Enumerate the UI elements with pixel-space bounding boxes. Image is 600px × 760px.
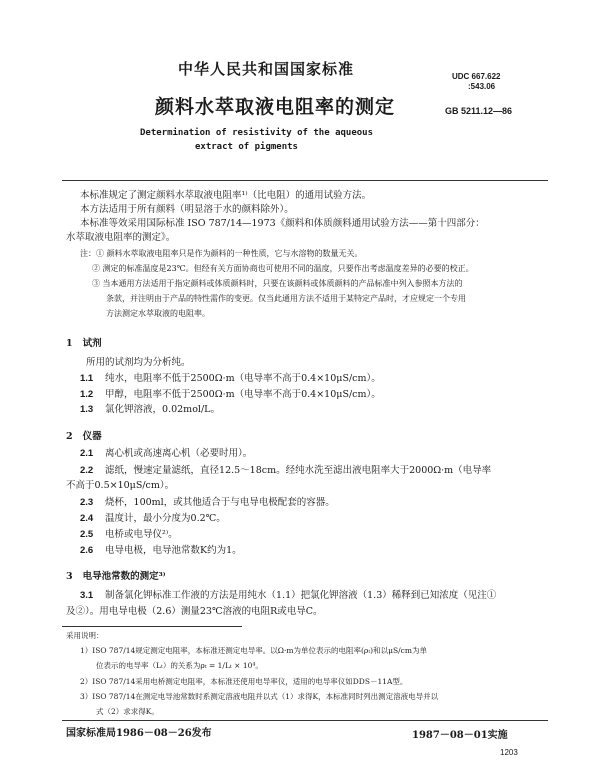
section-2-heading [66, 428, 102, 442]
intro-line-2: 本方法适用于所有颜料（明显溶于水的颜料除外）。 [80, 204, 294, 215]
instrument-item-1 [80, 447, 252, 460]
footnote-3b: 式（2）求求得K。 [96, 707, 159, 716]
footnote-2: 2）ISO 787/14采用电桥测定电阻率，本标准还使用电导率仪，适用的电导率仪如DDS－11A型。 [80, 677, 408, 686]
instrument-item-3-text: 烧杯，100ml，或其他适合于与电导电极配套的容器。 [105, 497, 335, 508]
procedure-item-1-text: 制备氯化钾标准工作液的方法是用纯水（1.1）把氯化钾溶液（1.3）稀释到已知浓度（见注① [105, 590, 497, 601]
header-divider [62, 180, 548, 181]
instrument-item-3-number: 2.3 [80, 497, 94, 508]
document-title-en-line2: extract of pigments [195, 142, 298, 152]
instrument-item-3 [80, 496, 335, 509]
intro-line-4: 水萃取液电阻率的测定》。 [66, 232, 176, 243]
intro-note-3c: 方法测定水萃取液的电阻率。 [106, 309, 210, 318]
instrument-item-1-number: 2.1 [80, 448, 94, 459]
section-3-title: 电导池常数的测定³⁾ [82, 571, 166, 582]
reagent-item-3-text: 氯化钾溶液，0.02mol/L。 [105, 404, 220, 415]
page-number: 1203 [500, 748, 518, 757]
instrument-item-5-text: 电桥或电导仪²⁾。 [105, 529, 178, 540]
footnote-divider [62, 626, 242, 627]
instrument-item-2-continued: 不高于0.5×10μS/cm）。 [66, 480, 175, 491]
instrument-item-1-text: 离心机或高速离心机（必要时用）。 [105, 448, 253, 459]
reagent-item-1 [80, 372, 381, 385]
section-1-title: 试剂 [82, 338, 102, 349]
instrument-item-6-text: 电导电极，电导池常数K约为1。 [105, 545, 242, 556]
reagent-item-2 [80, 388, 381, 401]
reagent-item-1-number: 1.1 [80, 373, 94, 384]
section-2-number: 2 [66, 431, 73, 442]
instrument-item-2-number: 2.2 [80, 465, 94, 476]
udc-code-line2: :543.06 [468, 82, 496, 91]
intro-line-3: 本标准等效采用国际标准 ISO 787/14—1973《颜料和体质颜料通用试验方法——第十四部分： [80, 218, 485, 229]
footnote-label: 采用说明： [66, 631, 104, 640]
instrument-item-6-number: 2.6 [80, 545, 94, 556]
procedure-item-1 [80, 589, 496, 602]
instrument-item-4-number: 2.4 [80, 513, 94, 524]
reagent-item-3 [80, 403, 220, 416]
instrument-item-4-text: 温度计，最小分度为0.2℃。 [105, 513, 226, 524]
footnote-1b: 位表示的电导率（Lₜ）的关系为ρₜ = 1/Lₜ × 10⁴。 [96, 661, 263, 670]
udc-code-line1: UDC 667.622 [452, 72, 501, 81]
document-title-en-line1: Determination of resistivity of the aqueous [140, 128, 373, 138]
section-2-title: 仪器 [82, 431, 102, 442]
procedure-item-1-number: 3.1 [80, 590, 94, 601]
instrument-item-2-text: 滤纸，慢速定量滤纸，直径12.5～18cm。经纯水洗至滤出液电阻率大于2000Ω·m（电导率 [105, 465, 492, 476]
reagent-item-3-number: 1.3 [80, 404, 94, 415]
footnote-3a: 3）ISO 787/14在测定电导池常数时系测定溶液电阻并以式（1）求得K，本标准同时列出测定溶液电导并以 [80, 692, 439, 701]
gb-standard-code: GB 5211.12—86 [445, 106, 513, 116]
intro-line-1: 本标准规定了测定颜料水萃取液电阻率¹⁾（比电阻）的通用试验方法。 [80, 190, 372, 201]
issue-date: 国家标准局1986－08－26发布 [66, 728, 212, 739]
section-1-heading [66, 335, 102, 349]
reagent-item-2-text: 甲醇，电阻率不低于2500Ω·m（电导率不高于0.4×10μS/cm）。 [105, 389, 381, 400]
instrument-item-5 [80, 528, 178, 541]
instrument-item-6 [80, 544, 242, 557]
publisher-heading: 中华人民共和国国家标准 [178, 60, 355, 78]
section-3-heading [66, 568, 166, 582]
intro-note-3a: ③ 当本通用方法适用于指定颜料或体质颜料时，只要在该颜料或体质颜料的产品标准中列入参照本方法的 [92, 279, 463, 288]
reagent-item-2-number: 1.2 [80, 389, 94, 400]
section-3-number: 3 [66, 571, 73, 582]
reagent-item-1-text: 纯水，电阻率不低于2500Ω·m（电导率不高于0.4×10μS/cm）。 [105, 373, 381, 384]
footnote-1a: 1）ISO 787/14规定测定电阻率，本标准还测定电导率。以Ω·m为单位表示的电阻率(ρₜ)和以μS/cm为单 [80, 646, 427, 655]
footer-divider [62, 720, 548, 721]
intro-note-3b: 条款，并注明由于产品的特性需作的变更。仅当此通用方法不适用于某特定产品时，才应规定一个专用 [106, 294, 466, 303]
section-1-lead: 所用的试剂均为分析纯。 [86, 357, 191, 368]
instrument-item-2 [80, 464, 491, 477]
section-1-number: 1 [66, 338, 73, 349]
instrument-item-4 [80, 512, 226, 525]
instrument-item-5-number: 2.5 [80, 529, 94, 540]
procedure-item-1-continued: 及②）。用电导电极（2.6）测量23℃溶液的电阻R或电导C。 [66, 606, 323, 617]
intro-note-2: ② 测定的标准温度是23℃。但经有关方面协商也可使用不同的温度，只要作出考虑温度差异的必要的校正。 [92, 264, 474, 273]
intro-note-1: 注：① 颜料水萃取液电阻率只是作为颜料的一种性质，它与水溶物的数量无关。 [80, 249, 363, 258]
effective-date: 1987－08－01实施 [412, 730, 508, 741]
document-title-cn: 颜料水萃取液电阻率的测定 [155, 96, 396, 118]
